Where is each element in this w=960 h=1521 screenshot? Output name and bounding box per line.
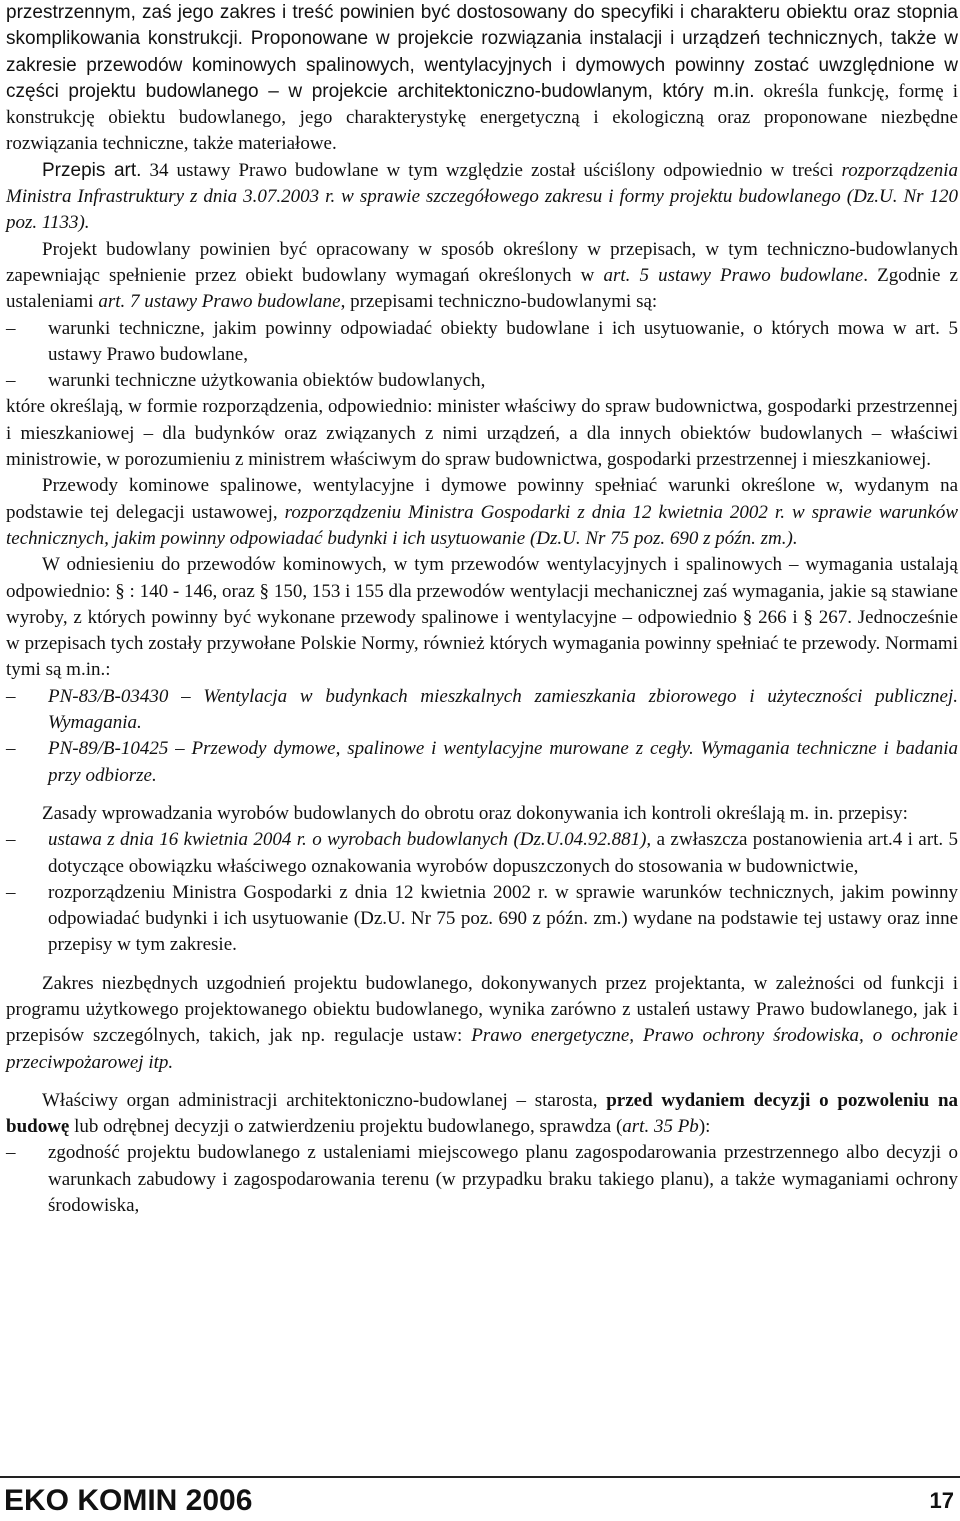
paragraph-8 bbox=[6, 971, 958, 1076]
list-item-text: zgodność projektu budowlanego z ustaleniami miejscowego planu zagospodarowania przestrzennego albo decyzji o warunkach zabudowy i zagospodarowania terenu (w przypadku braku takiego planu), a także wymaganiami ochrony środowiska, bbox=[48, 1142, 958, 1217]
list-item bbox=[6, 368, 958, 394]
dash-bullet: – bbox=[6, 317, 16, 339]
paragraph-2-lead: Przepis art. bbox=[42, 159, 142, 181]
list-item bbox=[6, 736, 958, 789]
paragraph-1-sans-text: przestrzennym, zaś jego zakres i treść powinien być dostosowany do specyfiki i charakteru obiektu oraz stopnia skomplikowania konstrukcji. Proponowane w projekcie rozwiązania instalacji i urządzeń technicznych, także w zakresie przewodów kominowych spalinowych, wentylacyjnych i dymowych powinny zostać uwzględnione w części projektu budowlanego – w projekcie architektoniczno-budowlanym, który m.in. bbox=[6, 2, 958, 102]
document-page bbox=[6, 0, 958, 1219]
list-item bbox=[6, 880, 958, 959]
list-item-text: a zwłaszcza postanowienia art.4 i art. 5 dotyczące obowiązku właściwego oznakowania wyrobów dopuszczonych do stosowania w budownictwie, bbox=[48, 829, 958, 877]
dash-bullet: – bbox=[6, 1142, 16, 1164]
paragraph-7: Zasady wprowadzania wyrobów budowlanych do obrotu oraz dokonywania ich kontroli określają m. in. przepisy: bbox=[42, 802, 908, 824]
paragraph-3-text-c: , przepisami techniczno-budowlanymi są: bbox=[340, 291, 658, 313]
paragraph-3-ref-a: art. 5 ustawy Prawo budowlane bbox=[603, 264, 864, 286]
paragraph-2 bbox=[6, 158, 958, 237]
page-number: 17 bbox=[929, 1488, 954, 1513]
list-item-text: rozporządzeniu Ministra Gospodarki z dnia 12 kwietnia 2002 r. w sprawie warunków technicznych, jakim powinny odpowiadać budynki i ich usytuowanie (Dz.U. Nr 75 poz. 690 z późn. zm.) wydane na podstawie tej ustawy oraz inne przepisy w tym zakresie. bbox=[48, 881, 958, 956]
paragraph-3-text-b: . Zgodnie z ustaleniami bbox=[6, 264, 958, 313]
paragraph-9-text-b: lub odrębnej decyzji o zatwierdzeniu projektu budowlanego, sprawdza ( bbox=[69, 1116, 623, 1138]
paragraph-9-ref: art. 35 Pb bbox=[622, 1116, 699, 1138]
paragraph-3-ref-b: art. 7 ustawy Prawo budowlane bbox=[98, 291, 341, 313]
list-standards bbox=[6, 684, 958, 789]
list-item bbox=[6, 827, 958, 880]
paragraph-8-laws: Prawo energetyczne, Prawo ochrony środowiska, o ochronie przeciwpożarowej itp. bbox=[6, 1025, 958, 1073]
list-item-text: PN-83/B-03430 – Wentylacja w budynkach mieszkalnych zamieszkania zbiorowego i użyteczności publicznej. Wymagania. bbox=[48, 685, 958, 734]
dash-bullet: – bbox=[6, 829, 16, 851]
list-item bbox=[6, 684, 958, 737]
list-technical-rules bbox=[6, 316, 958, 395]
paragraph-1 bbox=[6, 0, 958, 158]
paragraph-5-text: Przewody kominowe spalinowe, wentylacyjne i dymowe powinny spełniać warunki określone w, wydanym na podstawie tej delegacji ustawowej, bbox=[6, 475, 958, 523]
list-item bbox=[6, 1140, 958, 1219]
paragraph-8-text: Zakres niezbędnych uzgodnień projektu budowlanego, dokonywanych przez projektanta, w zależności od funkcji i programu użytkowego projektowanego obiektu budowlanego, wynika zarówno z ustaleń ustawy Prawo budowlanego, jak i przepisów szczególnych, takich, jak np. regulacje ustaw: bbox=[6, 972, 958, 1047]
paragraph-9-text-c: ): bbox=[698, 1116, 711, 1138]
dash-bullet: – bbox=[6, 738, 16, 760]
paragraph-1-serif-text: określa funkcję, formę i konstrukcję obiektu budowlanego, jego charakterystykę energetyczną i ekologiczną oraz proponowane niezbędne rozwiązania techniczne, także materiałowe. bbox=[6, 80, 959, 155]
list-regulations bbox=[6, 827, 958, 958]
paragraph-3 bbox=[6, 237, 958, 316]
paragraph-4: które określają, w formie rozporządzenia, odpowiednio: minister właściwy do spraw budownictwa, gospodarki przestrzennej i mieszkaniowej – dla budynków oraz związanych z nimi urządzeń, a dla innych obiektów budowlanych – właściwi ministrowie, w porozumieniu z ministrem właściwym do spraw budownictwa, gospodarki przestrzennej i mieszkaniowej. bbox=[6, 396, 958, 471]
paragraph-6: W odniesieniu do przewodów kominowych, w tym przewodów wentylacyjnych i spalinowych – wymagania ustalają odpowiednio: § : 140 - 146, oraz § 150, 153 i 155 dla przewodów wentylacji mechanicznej zaś wymagania, jakie są stawiane wyroby, z których powinny być wykonane przewody spalinowe i wentylacyjne – odpowiednio § 266 i § 267. Jednocześnie w przepisach tych zostały przywołane Polskie Normy, również których wymagania powinny spełniać te przewody. Normami tymi są m.in.: bbox=[6, 554, 958, 681]
dash-bullet: – bbox=[6, 881, 16, 903]
paragraph-9-text-a: Właściwy organ administracji architektoniczno-budowlanej – starosta, bbox=[42, 1089, 607, 1111]
paragraph-9 bbox=[6, 1088, 958, 1141]
dash-bullet: – bbox=[6, 370, 16, 392]
list-item-text: PN-89/B-10425 – Przewody dymowe, spalinowe i wentylacyjne murowane z cegły. Wymagania techniczne i badania przy odbiorze. bbox=[48, 738, 958, 786]
list-checks bbox=[6, 1140, 958, 1219]
list-item-text: warunki techniczne użytkowania obiektów budowlanych, bbox=[48, 370, 486, 392]
paragraph-5-citation: rozporządzeniu Ministra Gospodarki z dnia 12 kwietnia 2002 r. w sprawie warunków technicznych, jakim powinny odpowiadać budynki i ich usytuowanie (Dz.U. Nr 75 poz. 690 z późn. zm.). bbox=[6, 501, 959, 549]
paragraph-5 bbox=[6, 473, 958, 552]
list-item-text: warunki techniczne, jakim powinny odpowiadać obiekty budowlane i ich usytuowanie, o których mowa w art. 5 ustawy Prawo budowlane, bbox=[48, 317, 958, 365]
dash-bullet: – bbox=[6, 685, 16, 707]
footer-divider bbox=[0, 1476, 960, 1478]
paragraph-2-text: 34 ustawy Prawo budowlane w tym względzie został uściślony odpowiednio w treści bbox=[141, 159, 842, 181]
footer-publication-title: EKO KOMIN 2006 bbox=[4, 1484, 253, 1517]
paragraph-3-text-a: Projekt budowlany powinien być opracowany w sposób określony w przepisach, w tym techniczno-budowlanych zapewniając spełnienie przez obiekt budowlany wymagań określonych w bbox=[6, 238, 958, 286]
list-item-citation: ustawa z dnia 16 kwietnia 2004 r. o wyrobach budowlanych (Dz.U.04.92.881), bbox=[48, 829, 652, 851]
list-item bbox=[6, 316, 958, 369]
paragraph-2-citation: rozporządzenia Ministra Infrastruktury z dnia 3.07.2003 r. w sprawie szczegółowego zakresu i formy projektu budowlanego (Dz.U. Nr 120 poz. 1133). bbox=[6, 159, 958, 234]
paragraph-9-emphasis: przed wydaniem decyzji o pozwoleniu na budowę bbox=[6, 1089, 959, 1138]
